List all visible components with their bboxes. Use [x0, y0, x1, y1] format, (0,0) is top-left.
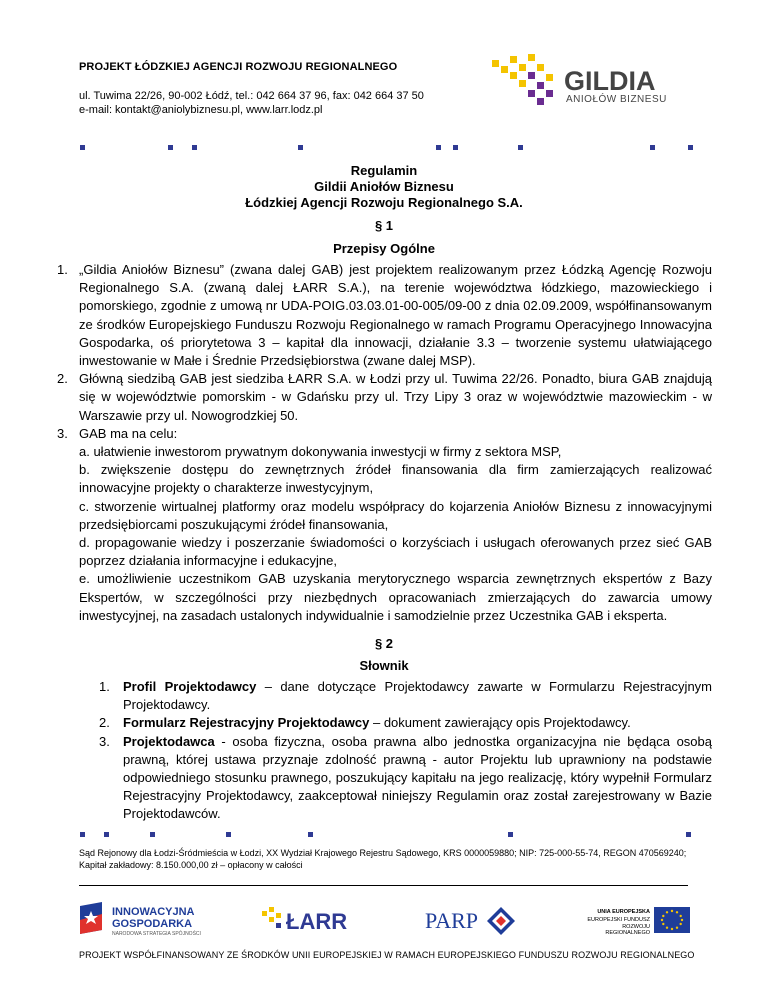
definition-term: Profil Projektodawcy	[123, 679, 257, 694]
top-dot-rule	[0, 145, 768, 153]
gildia-logo-title: GILDIA	[564, 66, 656, 96]
list-item: 2. Główną siedzibą GAB jest siedziba ŁARR S.A. w Łodzi przy ul. Tuwima 22/26. Ponadto, biura GAB znajdują się w województwie pomorskim - w Gdańsku przy ul. Trzy Lipy 3 oraz w województwie mazowieckim - w Warszawie przy ul. Nowogrodzkiej 50.	[57, 371, 712, 423]
eu-logo: UNIA EUROPEJSKA EUROPEJSKI FUNDUSZ ROZWOJU REGIONALNEGO	[582, 904, 692, 940]
innowacyjna-gospodarka-logo: INNOWACYJNA GOSPODARKA NARODOWA STRATEGIA SPÓJNOŚCI	[78, 900, 228, 940]
section2-list	[99, 678, 712, 824]
list-item: 1. „Gildia Aniołów Biznesu” (zwana dalej GAB) jest projektem realizowanym przez Łódzką Agencję Rozwoju Regionalnego S.A. (zwaną dalej ŁARR S.A.), na terenie województwa łódzkiego, mazowieckiego i pomorskiego, zgodnie z umową nr UDA-POIG.03.03.01-00-005/09-00 z dnia 02.09.2009, współfinansowanym ze środków Europejskiego Funduszu Rozwoju Regionalnego w ramach Programu Operacyjnego Innowacyjna Gospodarka, oś priorytetowa 3 – kapitał dla innowacji, działanie 3.3 – tworzenie systemu ułatwiającego inwestowanie w Małe i Średnie Przedsiębiorstwa (zwane dalej MSP).	[57, 262, 712, 369]
definition-term: Formularz Rejestracyjny Projektodawcy	[123, 715, 370, 731]
eu-flag-icon	[654, 907, 690, 933]
doc-title-line1: Regulamin	[350, 163, 418, 178]
parp-arrows-icon	[487, 907, 515, 935]
definition-term: Projektodawca	[123, 733, 215, 749]
header-title: PROJEKT ŁÓDZKIEJ AGENCJI ROZWOJU REGIONALNEGO	[79, 61, 398, 73]
list-item: 3. GAB ma na celu: a. ułatwienie inwestorom prywatnym dokonywania inwestycji w firmy z sektora MSP, b. zwiększenie dostępu do zewnętrznych źródeł finansowania dla firm zamierzających realizować innowacyjne projekty o charakterze inwestycyjnym, c. stworzenie wirtualnej platformy oraz modelu współpracy do kojarzenia Aniołów Biznesu z innowacyjnymi przedsiębiorcami poszukującymi źródeł finansowania, d. propagowanie wiedzy i poszerzanie świadomości o korzyściach i usługach oferowanych przez sieć GAB poprzez działania informacyjne i edukacyjne, e. umożliwienie uczestnikom GAB uzyskania merytorycznego wsparcia zewnętrznych ekspertów z Bazy Ekspertów, w szczególności przy niezbędnych opracowaniach zmierzających do zawarcia umowy inwestycyjnej, na zasadach ustalonych indywidualnie i samodzielnie przez Uczestnika GAB i eksperta.	[57, 425, 712, 625]
bottom-dot-rule	[0, 832, 768, 840]
list-item: 3. Projektodawca - osoba fizyczna, osoba prawna albo jednostka organizacyjna nie będąca osobą prawną, której ustawa przyznaje zdolność prawną - autor Projektu lub uprawniony na podstawie odpowiedniego stosunku prawnego, poszukujący kapitału na jego realizację, który wypełnił Formularz Rejestracyjny Projektodawcy, zaakceptował niniejszy Regulamin oraz został zarejestrowany w Bazie Projektodawców.	[99, 733, 712, 822]
goal-item: b. zwiększenie dostępu do zewnętrznych źródeł finansowania dla firm zamierzających realizować innowacyjne projekty o charakterze inwestycyjnym,	[79, 462, 712, 496]
doc-title-line2: Gildii Aniołów Biznesu	[314, 179, 454, 194]
gildia-logo-subtitle: ANIOŁÓW BIZNESU	[566, 94, 667, 105]
goal-item: a. ułatwienie inwestorom prywatnym dokonywania inwestycji w firmy z sektora MSP,	[79, 444, 562, 460]
section1-heading: Przepisy Ogólne	[333, 241, 435, 256]
list-item: 2. Formularz Rejestracyjny Projektodawcy – dokument zawierający opis Projektodawcy.	[99, 715, 631, 731]
larr-logo: ŁARR	[262, 905, 357, 939]
section1-mark: § 1	[374, 218, 394, 233]
gildia-logo	[490, 52, 700, 112]
footer-cofinancing: PROJEKT WSPÓŁFINANSOWANY ZE ŚRODKÓW UNII EUROPEJSKIEJ W RAMACH EUROPEJSKIEGO FUNDUSZU ROZWOJU REGIONALNEGO	[79, 950, 695, 960]
larr-mark-icon	[262, 907, 284, 933]
goal-item: d. propagowanie wiedzy i poszerzanie świadomości o korzyściach i usługach oferowanych przez sieć GAB poprzez działania informacyjne i edukacyjne,	[79, 535, 712, 569]
doc-title-line3: Łódzkiej Agencji Rozwoju Regionalnego S.A.	[245, 195, 523, 210]
section2-heading: Słownik	[359, 658, 409, 673]
section2-mark: § 2	[374, 636, 394, 651]
parp-logo: PARP	[425, 905, 525, 941]
goal-item: c. stworzenie wirtualnej platformy oraz modelu współpracy do kojarzenia Aniołów Biznesu z innowacyjnymi przedsiębiorcami poszukującymi źródeł finansowania,	[79, 498, 712, 532]
header-address: ul. Tuwima 22/26, 90-002 Łódź, tel.: 042 664 37 96, fax: 042 664 37 50	[79, 90, 424, 102]
goal-item: e. umożliwienie uczestnikom GAB uzyskania merytorycznego wsparcia zewnętrznych ekspertów z Bazy Ekspertów, w szczególności przy niezbędnych opracowaniach zmierzających do zawarcia umowy inwestycyjnej, na zasadach ustalonych indywidualnie i samodzielnie przez Uczestnika GAB i eksperta.	[79, 571, 712, 623]
star-flag-icon	[78, 902, 108, 938]
section1-list	[57, 261, 712, 625]
list-item: 1. Profil Projektodawcy – dane dotyczące Projektodawcy zawarte w Formularzu Rejestracyjnym Projektodawcy.	[99, 679, 712, 713]
footer-registry-line2: Kapitał zakładowy: 8.150.000,00 zł – opłacony w całości	[79, 860, 303, 870]
header-contact: e-mail: kontakt@aniolybiznesu.pl, www.larr.lodz.pl	[79, 104, 323, 116]
footer-divider	[79, 885, 688, 886]
footer-registry-line1: Sąd Rejonowy dla Łodzi-Śródmieścia w Łodzi, XX Wydział Krajowego Rejestru Sądowego, KRS 0000059880; NIP: 725-000-55-74, REGON 470569240;	[79, 848, 687, 858]
